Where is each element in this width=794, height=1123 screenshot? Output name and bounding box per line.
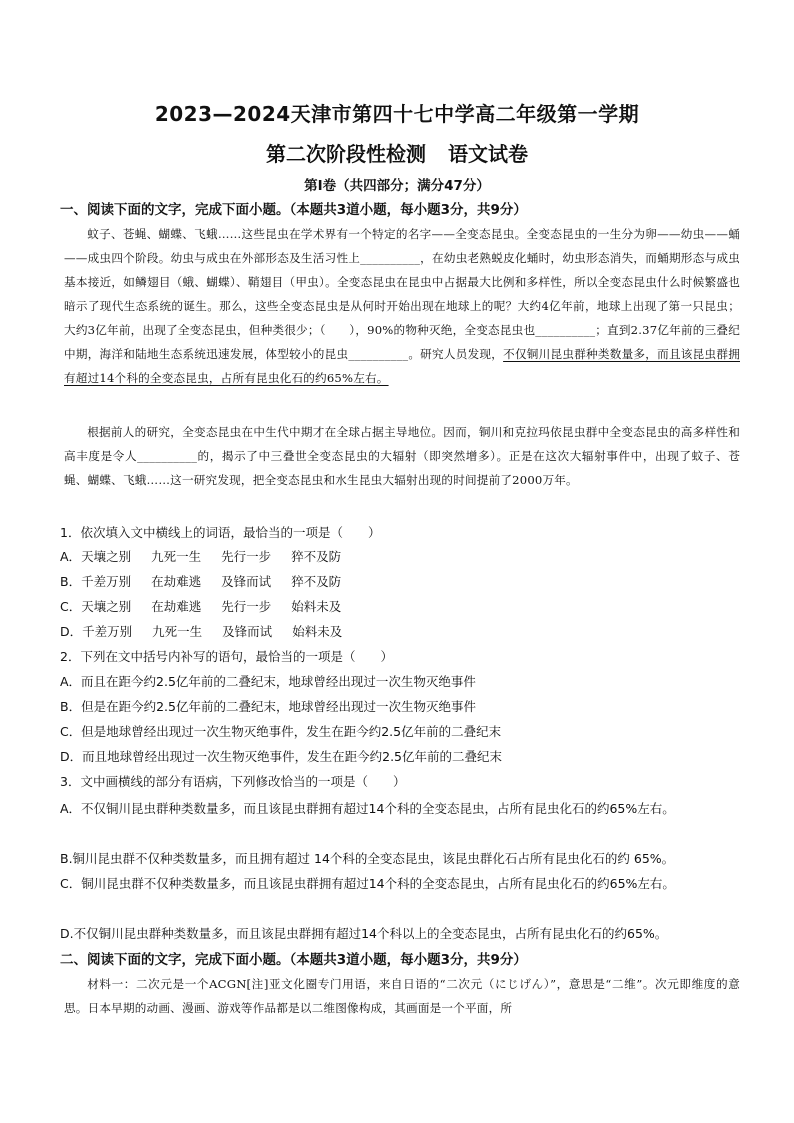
question-2-option-b[interactable]: B．但是在距今约2.5亿年前的二叠纪末，地球曾经出现过一次生物灭绝事件 [60,699,476,714]
option-word: 始料未及 [292,624,343,639]
option-word: 及锋而试 [221,574,272,589]
question-2-stem: 2．下列在文中括号内补写的语句，最恰当的一项是（ ） [60,649,393,664]
question-2-option-a[interactable]: A．而且在距今约2.5亿年前的二叠纪末，地球曾经出现过一次生物灭绝事件 [60,674,476,689]
option-label: A． [60,549,82,564]
underlined-sentence: 不仅铜川昆虫群种类数量多，而且该昆虫群拥有超过14个科的全变态昆虫，占所有昆虫化石的约65%左右。 [64,347,740,385]
section-1-heading: 一、阅读下面的文字，完成下面小题。（本题共3道小题，每小题3分，共9分） [60,202,527,218]
question-3-option-b[interactable]: B.铜川昆虫群不仅种类数量多，而且拥有超过 14个科的全变态昆虫，该昆虫群化石占所有昆虫化石的约 65%。 [60,851,675,866]
option-word: 千差万别 [82,624,133,639]
question-3-option-d[interactable]: D.不仅铜川昆虫群种类数量多，而且该昆虫群拥有超过14个科以上的全变态昆虫，占所有昆虫化石的约65%。 [60,926,668,941]
option-word: 九死一生 [151,549,202,564]
option-word: 及锋而试 [222,624,273,639]
question-3-stem: 3．文中画横线的部分有语病，下列修改恰当的一项是（ ） [60,774,406,789]
question-1-option-d[interactable] [60,620,750,644]
passage-2-paragraph-1: 材料一：二次元是一个ACGN[注]亚文化圈专门用语，来自日语的“二次元（にじげん）”，意思是“二维”。次元即维度的意思。日本早期的动画、漫画、游戏等作品都是以二维图像构成，其画面是一个平面，所 [64,977,740,1015]
option-label: D． [60,624,83,639]
question-3-option-c[interactable]: C．铜川昆虫群不仅种类数量多，而且该昆虫群拥有超过14个科的全变态昆虫，占所有昆虫化石的约65%左右。 [60,876,675,891]
option-word: 先行一步 [221,599,272,614]
option-word: 先行一步 [221,549,272,564]
option-word: 猝不及防 [291,574,342,589]
question-2-option-d[interactable]: D．而且地球曾经出现过一次生物灭绝事件，发生在距今约2.5亿年前的二叠纪末 [60,749,503,764]
question-1-option-c[interactable] [60,595,750,619]
passage-1-text: 蚊子、苍蝇、蝴蝶、飞蛾……这些昆虫在学术界有一个特定的名字——全变态昆虫。全变态昆虫的一生分为卵——幼虫——蛹——成虫四个阶段。幼虫与成虫在外部形态及生活习性上__________，在幼虫老熟蜕皮化蛹时，幼虫形态消失，而蛹期形态与成虫基本接近，如鳞翅目（蛾、蝴蝶）、鞘翅目（甲虫）。全变态昆虫在昆虫中占据最大比例和多样性，所以全变态昆虫什么时候繁盛也暗示了现代生态系统的诞生。那么，这些全变态昆虫是从何时开始出现在地球上的呢？大约4亿年前，地球上出现了第一只昆虫；大约3亿年前，出现了全变态昆虫，但种类很少；（ ），90%的物种灭绝，全变态昆虫也__________；直到2.37亿年前的三叠纪中期，海洋和陆地生态系统迅速发展，体型较小的昆虫__________。研究人员发现， [64,227,740,361]
exam-title-line2 [0,138,794,167]
option-word: 九死一生 [152,624,203,639]
exam-title-subject: 语文试卷 [448,142,528,166]
option-word: 天壤之别 [81,549,132,564]
exam-title-line1: 2023—2024天津市第四十七中学高二年级第一学期 [154,102,640,126]
option-label: C． [60,599,82,614]
question-3-option-a[interactable]: A．不仅铜川昆虫群种类数量多，而且该昆虫群拥有超过14个科的全变态昆虫，占所有昆虫化石的约65%左右。 [60,801,675,816]
question-1-stem: 1．依次填入文中横线上的词语，最恰当的一项是（ ） [60,525,381,540]
option-word: 在劫难逃 [151,599,202,614]
exam-title-stage: 第二次阶段性检测 [266,142,426,166]
volume-heading: 第Ⅰ卷（共四部分；满分47分） [304,178,490,194]
option-word: 始料未及 [291,599,342,614]
option-word: 天壤之别 [81,599,132,614]
passage-1-paragraph-2: 根据前人的研究，全变态昆虫在中生代中期才在全球占据主导地位。因而，铜川和克拉玛依昆虫群中全变态昆虫的高多样性和高丰度是令人__________的，揭示了中三叠世全变态昆虫的大辐射（即突然增多）。正是在这次大辐射事件中，出现了蚊子、苍蝇、蝴蝶、飞蛾……这一研究发现，把全变态昆虫和水生昆虫大辐射出现的时间提前了2000万年。 [64,425,740,487]
passage-1-paragraph-1 [64,222,740,390]
option-word: 千差万别 [81,574,132,589]
option-word: 在劫难逃 [151,574,202,589]
question-1-option-a[interactable] [60,545,750,569]
question-2-option-c[interactable]: C．但是地球曾经出现过一次生物灭绝事件，发生在距今约2.5亿年前的二叠纪末 [60,724,502,739]
option-label: B． [60,574,82,589]
question-1-option-b[interactable] [60,570,750,594]
section-2-heading: 二、阅读下面的文字，完成下面小题。（本题共3道小题，每小题3分，共9分） [60,952,527,968]
option-word: 猝不及防 [291,549,342,564]
